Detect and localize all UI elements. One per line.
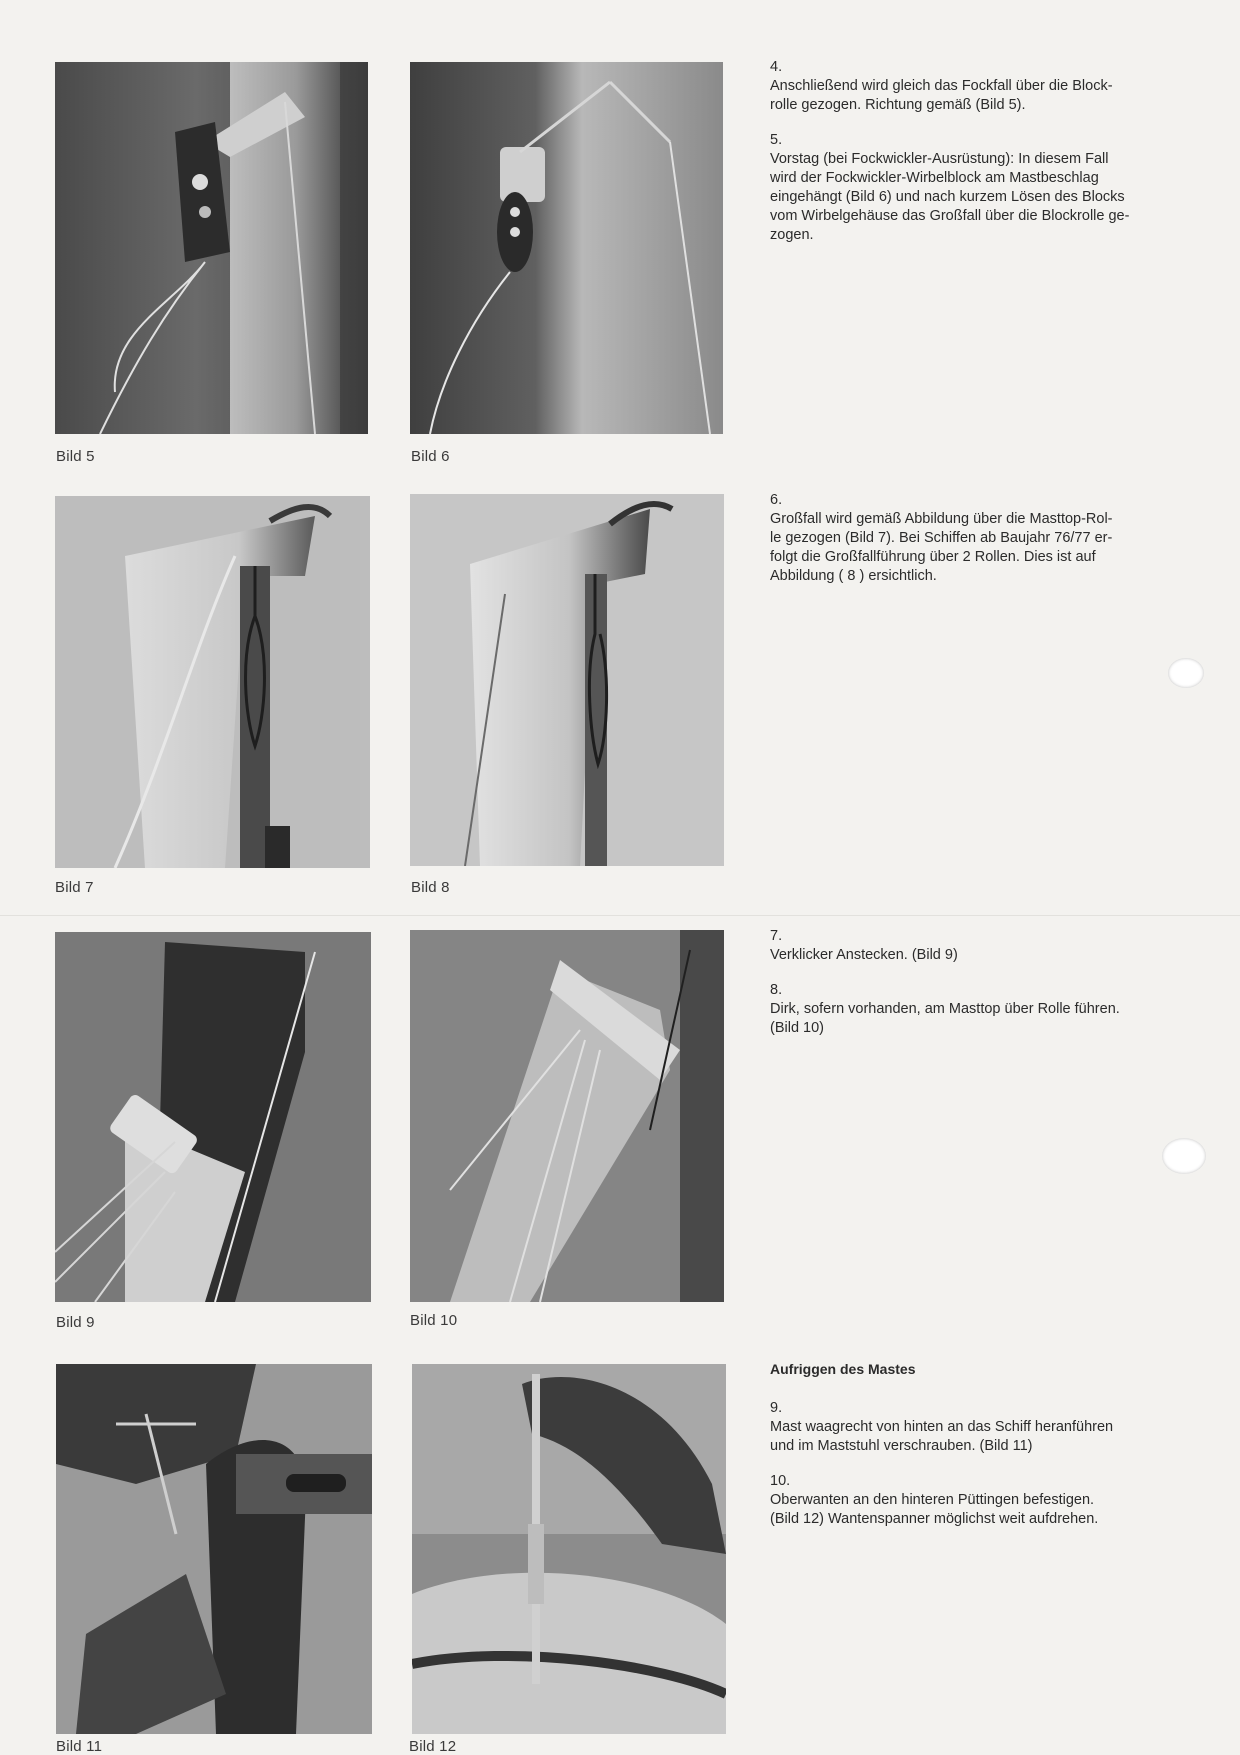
step-7 <box>770 927 1180 965</box>
photo-bild-11 <box>56 1364 372 1734</box>
step-8 <box>770 981 1180 1038</box>
step-5-text: Vorstag (bei Fockwickler-Ausrüstung): In diesem Fall wird der Fockwickler-Wirbelblock am Mastbeschlag eingehängt (Bild 6) und nach kurzem Lösen des Blocks vom Wirbelgehäuse das Großfall über die Blockrolle ge- zogen. <box>770 151 1130 243</box>
caption-bild-7: Bild 7 <box>55 879 94 896</box>
step-6-text: Großfall wird gemäß Abbildung über die Masttop-Rol- le gezogen (Bild 7). Bei Schiffen ab Baujahr 76/77 er- folgt die Großfallführung über 2 Rollen. Dies ist auf Abbildung ( 8 ) ersichtlich. <box>770 511 1113 584</box>
paper-fold-line <box>0 915 1240 916</box>
step-7-number: 7. <box>770 928 783 944</box>
photo-bild-8 <box>410 494 724 866</box>
section-heading: Aufriggen des Mastes <box>770 1361 916 1377</box>
caption-bild-12: Bild 12 <box>409 1738 457 1755</box>
step-10-text: Oberwanten an den hinteren Püttingen befestigen. (Bild 12) Wantenspanner möglichst weit aufdrehen. <box>770 1492 1099 1527</box>
text-column-row-4 <box>770 1360 1180 1545</box>
step-8-text: Dirk, sofern vorhanden, am Masttop über Rolle führen. (Bild 10) <box>770 1001 1120 1036</box>
caption-bild-10: Bild 10 <box>410 1312 458 1329</box>
step-6 <box>770 491 1180 586</box>
paper-stain <box>1168 658 1204 688</box>
text-column-row-3 <box>770 927 1180 1054</box>
step-5 <box>770 131 1180 245</box>
photo-bild-5 <box>55 62 368 434</box>
step-4 <box>770 58 1180 115</box>
photo-bild-12 <box>412 1364 726 1734</box>
caption-bild-9: Bild 9 <box>56 1314 95 1331</box>
step-5-number: 5. <box>770 132 783 148</box>
text-column-row-2 <box>770 491 1180 602</box>
step-7-text: Verklicker Anstecken. (Bild 9) <box>770 947 958 963</box>
photo-bild-6 <box>410 62 723 434</box>
step-9-number: 9. <box>770 1400 783 1416</box>
step-6-number: 6. <box>770 492 783 508</box>
caption-bild-11: Bild 11 <box>56 1738 103 1755</box>
step-10-number: 10. <box>770 1473 791 1489</box>
caption-bild-8: Bild 8 <box>411 879 450 896</box>
caption-bild-6: Bild 6 <box>411 448 450 465</box>
step-9 <box>770 1399 1180 1456</box>
step-4-number: 4. <box>770 59 783 75</box>
photo-bild-10 <box>410 930 724 1302</box>
step-9-text: Mast waagrecht von hinten an das Schiff heranführen und im Maststuhl verschrauben. (Bild 11) <box>770 1419 1114 1454</box>
caption-bild-5: Bild 5 <box>56 448 95 465</box>
text-column-row-1 <box>770 58 1180 261</box>
step-8-number: 8. <box>770 982 783 998</box>
step-10 <box>770 1472 1180 1529</box>
paper-stain <box>1162 1138 1206 1174</box>
step-4-text: Anschließend wird gleich das Fockfall über die Block- rolle gezogen. Richtung gemäß (Bild 5). <box>770 78 1113 113</box>
photo-bild-9 <box>55 932 371 1302</box>
photo-bild-7 <box>55 496 370 868</box>
